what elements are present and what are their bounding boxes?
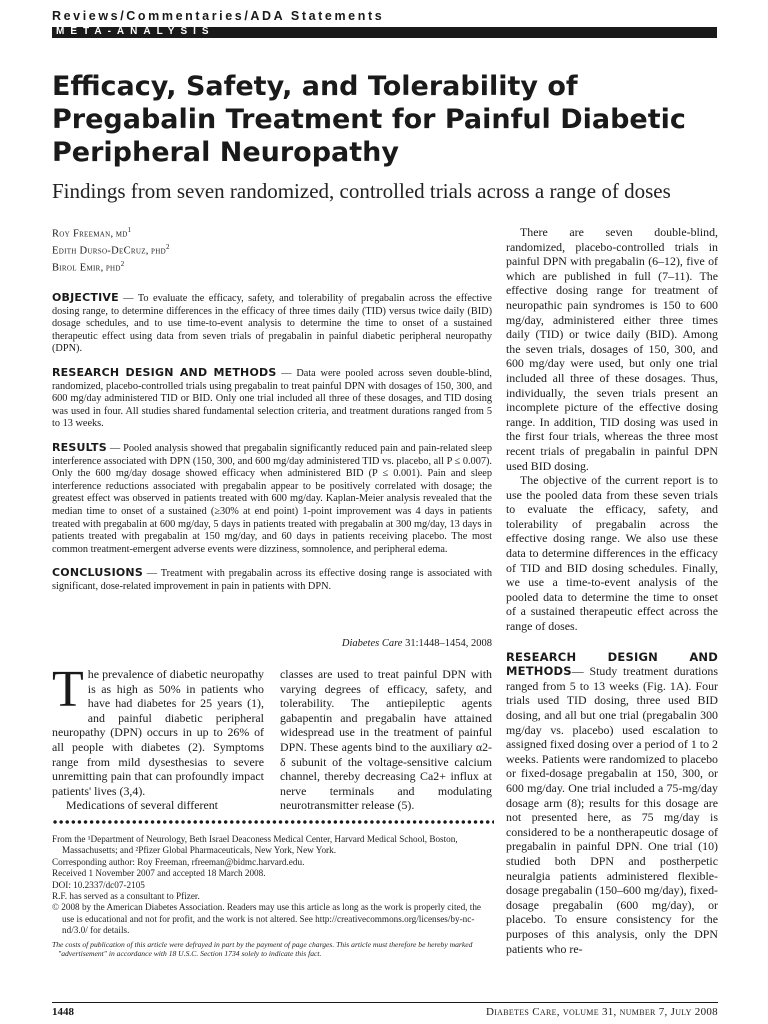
- intro-column-left: [52, 661, 264, 813]
- intro-paragraph: The prevalence of diabetic neuropathy is as high as 50% in patients who have had diabetes for 25 years (1), and painful diabetic peripheral neuropathy (DPN) occurs in up to 26% of all people with diabetes (2). Symptoms range from mild dysesthesias to severe unremitting pain that can profoundly impact patients' lives (3,4).: [52, 661, 264, 798]
- abstract: [52, 292, 492, 604]
- dotted-divider: [52, 818, 494, 826]
- footer-rule: [52, 1002, 718, 1003]
- footnotes: [52, 834, 494, 959]
- author-2: Edith Durso-DeCruz, phd$^2$: [52, 243, 170, 257]
- abstract-results: RESULTS — Pooled analysis showed that pregabalin significantly reduced pain and pain-related sleep interference associated with DPN (150, 300, and 600 mg/day administered TID vs. placebo, all P ≤ 0.007). Only the 600 mg/day dosage showed efficacy when administered BID (P ≤ 0.001). Pain and sleep interference reductions associated with pregabalin appear to be positively correlated with dosage; the greatest effect was observed in patients treated with 600 mg/day. Kaplan-Meier analysis revealed that the median time to onset of a sustained (≥30% at end point) 1-point improvement was 4 days in patients treated with pregabalin at 600 mg/day, 5 days in patients treated with pregabalin at 300 mg/day, 13 days in patients treated with pregabalin at 150 mg/day, and 60 days in patients receiving placebo. The most common treatment-emergent adverse events were dizziness, somnolence, and peripheral edema.: [52, 440, 492, 555]
- article-title: Efficacy, Safety, and Tolerability of Pregabalin Treatment for Painful Diabetic Peripheral Neuropathy: [52, 71, 686, 168]
- abstract-methods: RESEARCH DESIGN AND METHODS — Data were pooled across seven double-blind, randomized, placebo-controlled trials using pregabalin to treat painful DPN with dosages of 150, 300, and 600 mg/day administered TID or BID. Only one trial included all three of these dosages, and TID dosing was used in four. All studies shared fundamental selection criteria, and treatment durations ranged from 5 to 13 weeks.: [52, 365, 492, 430]
- footnote-consultant: R.F. has served as a consultant to Pfizer.: [52, 891, 200, 902]
- intro-column-middle: [280, 667, 492, 813]
- footnote-doi: DOI: 10.2337/dc07-2105: [52, 879, 145, 890]
- footnote-affiliations: From the ¹Department of Neurology, Beth Israel Deaconess Medical Center, Harvard Medical School, Boston, Massachusetts; and ²Pfizer Global Pharmaceuticals, New York, New York.: [52, 834, 458, 856]
- citation: Diabetes Care 31:1448–1454, 2008: [341, 638, 492, 649]
- footnote-received: Received 1 November 2007 and accepted 18 March 2008.: [52, 868, 266, 879]
- category-label: META-ANALYSIS: [56, 26, 215, 37]
- abstract-conclusions: CONCLUSIONS — Treatment with pregabalin across its effective dosing range is associated with significant, dose-related improvement in pain in patients with DPN.: [52, 566, 492, 592]
- category-bar: [52, 27, 717, 38]
- author-list: [52, 224, 169, 275]
- journal-footer: Diabetes Care, volume 31, number 7, July 2008: [485, 1006, 718, 1018]
- drop-cap: T: [52, 661, 84, 718]
- footnote-costs: The costs of publication of this article were defrayed in part by the payment of page charges. This article must therefore be hereby marked "advertisement" in accordance with 18 U.S.C. Section 1734 solely to indicate this fact.: [52, 939, 473, 959]
- mid-paragraph: classes are used to treat painful DPN with varying degrees of efficacy, safety, and tolerability. The antiepileptic agents gabapentin and pregabalin have attained widespread use in the treatment of painful DPN. These agents bind to the auxiliary α2-δ subunit of the voltage-sensitive calcium channel, thereby decreasing Ca2+ influx at nerve terminals and modulating neurotransmitter release (5).: [280, 667, 492, 813]
- footnote-corresponding: Corresponding author: Roy Freeman, rfreeman@bidmc.harvard.edu.: [52, 856, 305, 867]
- author-1: Roy Freeman, $md^1$: [52, 226, 132, 240]
- right-paragraph-2: The objective of the current report is to use the pooled data from these seven trials to evaluate the efficacy, safety, and tolerability of pregabalin across the effective dosing range. We also use these data to determine differences in the efficacy of TID and BID dosing schedules. Finally, we use a time-to-event analysis of the pooled data to determine the time to onset of a sustained therapeutic effect across the range of doses.: [506, 473, 718, 634]
- section-heading: Reviews/Commentaries/ADA Statements: [52, 9, 385, 23]
- right-paragraph-1: There are seven double-blind, randomized, placebo-controlled trials in painful DPN with pregabalin (6–12), five of which are published in full (7–11). The effective dosing range for treatment of neuropathic pain syndromes is 150 to 600 mg/day, administered either three times daily (TID) or twice daily (BID). Among the seven trials, dosages of 150, 300, and 600 mg/day were used, but only one trial included all three of these dosages. Thus, individually, the seven trials present an incomplete picture of the effective dosing range. In addition, TID dosing was used in the first four trials, whereas the three most recent trials of pregabalin in painful DPN used BID dosing.: [506, 225, 718, 473]
- research-design-heading: RESEARCH DESIGN AND METHODS: [506, 649, 718, 679]
- page-number: 1448: [52, 1006, 74, 1018]
- author-3: Birol Emir, phd$^2$: [52, 260, 125, 274]
- abstract-objective: OBJECTIVE — To evaluate the efficacy, safety, and tolerability of pregabalin across the effective dosing range, to determine differences in the efficacy of three times daily (TID) versus twice daily (BID) dosage schedules, and to use time-to-event analysis to determine the time to onset of a sustained therapeutic effect using data from seven trials of pregabalin in painful diabetic peripheral neuropathy (DPN).: [52, 291, 492, 355]
- right-column: [506, 225, 718, 956]
- research-design-section: RESEARCH DESIGN AND METHODS— Study treatment durations ranged from 5 to 13 weeks (Fig. 1A). Four trials used TID dosing, three used BID dosing, and all but one trial (pregabalin 300 mg/day vs. placebo) used escalation to assigned fixed dosing over a period of 1 to 2 weeks. Patients were randomized to placebo or fixed-dosage pregabalin at 150, 300, or 600 mg/day. One trial included a 75-mg/day dosage arm (8); results for this dosage are not presented here, as 75 mg/day is considered to be a nontherapeutic dosage of pregabalin in painful DPN. One trial (10) studied both DPN and postherpetic neuralgia patients administered flexible-dosage pregabalin (150–600 mg/day), fixed-dosage pregabalin (600 mg/day), or placebo. To ensure consistency for the purposes of this analysis, only the DPN patients who re-: [506, 649, 718, 956]
- intro-paragraph-2: Medications of several different: [66, 798, 218, 813]
- article-subtitle: Findings from seven randomized, controlled trials across a range of doses: [52, 179, 671, 203]
- footnote-copyright: © 2008 by the American Diabetes Association. Readers may use this article as long as the work is properly cited, the use is educational and not for profit, and the work is not altered. See http://creativecommons.org/licenses/by-nc-nd/3.0/ for details.: [52, 902, 481, 936]
